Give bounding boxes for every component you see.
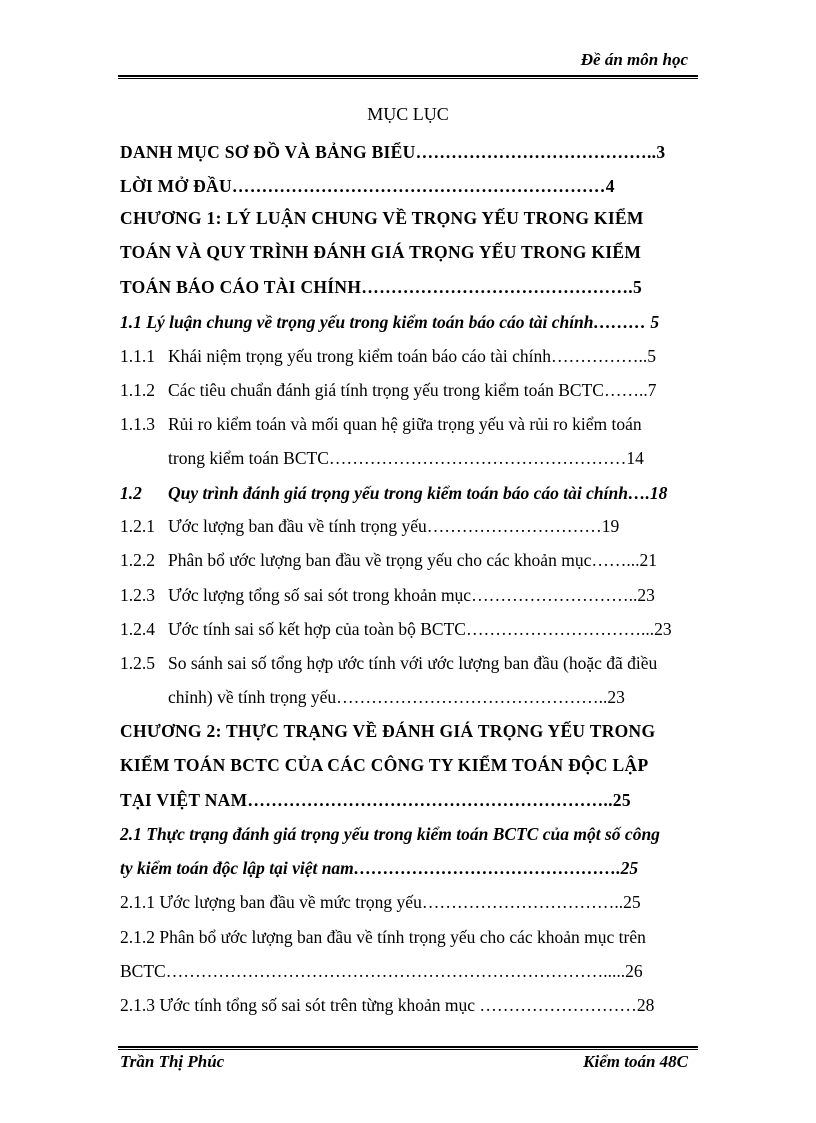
toc-entry: CHƯƠNG 2: THỰC TRẠNG VỀ ĐÁNH GIÁ TRỌNG YẾU TRONG bbox=[120, 721, 656, 741]
footer-rule bbox=[118, 1046, 698, 1050]
toc-entry-text: Các tiêu chuẩn đánh giá tính trọng yếu trong kiểm toán BCTC……..7 bbox=[168, 380, 657, 400]
toc-entry: DANH MỤC SƠ ĐỒ VÀ BẢNG BIỂU…………………………………..3 bbox=[120, 142, 666, 162]
toc-entry: TẠI VIỆT NAM……………………………………………………..25 bbox=[120, 790, 631, 810]
toc-subentry bbox=[120, 651, 696, 675]
toc-subentry bbox=[120, 583, 696, 607]
toc-subentry bbox=[120, 514, 696, 538]
toc-entry-text: Phân bổ ước lượng ban đầu về trọng yếu cho các khoản mục……...21 bbox=[168, 550, 657, 570]
toc-section-entry: 1.1 Lý luận chung về trọng yếu trong kiểm toán báo cáo tài chính……… 5 bbox=[120, 312, 660, 332]
footer-class: Kiểm toán 48C bbox=[583, 1052, 688, 1071]
toc-entry: LỜI MỞ ĐẦU………………………………………………………4 bbox=[120, 176, 615, 196]
toc-subentry bbox=[120, 344, 696, 368]
toc-entry-number: 1.1.3 bbox=[120, 414, 155, 434]
toc-entry-continuation: BCTC………………………………………………………………….....26 bbox=[120, 961, 643, 981]
toc-entry-number: 1.1.2 bbox=[120, 380, 155, 400]
toc-entry-number: 1.1.1 bbox=[120, 346, 155, 366]
toc-entry-text: So sánh sai số tổng hợp ước tính với ước lượng ban đầu (hoặc đã điều bbox=[168, 653, 658, 673]
toc-entry-number: 1.2.4 bbox=[120, 619, 155, 639]
toc-subentry: 2.1.2 Phân bổ ước lượng ban đầu về tính trọng yếu cho các khoản mục trên bbox=[120, 927, 646, 947]
toc-subentry bbox=[120, 548, 696, 572]
toc-section-entry: ty kiểm toán độc lập tại việt nam……………………………………….25 bbox=[120, 858, 639, 878]
toc-entry: KIỂM TOÁN BCTC CỦA CÁC CÔNG TY KIỂM TOÁN ĐỘC LẬP bbox=[120, 755, 649, 775]
toc-title: MỤC LỤC bbox=[367, 104, 449, 124]
footer-author: Trần Thị Phúc bbox=[120, 1052, 225, 1071]
toc-entry-text: Khái niệm trọng yếu trong kiểm toán báo cáo tài chính……………..5 bbox=[168, 346, 656, 366]
toc-entry-text: Ước tính sai số kết hợp của toàn bộ BCTC…………………………...23 bbox=[168, 619, 672, 639]
toc-entry-number: 1.2 bbox=[120, 483, 142, 503]
toc-entry-text: Rủi ro kiểm toán và mối quan hệ giữa trọng yếu và rủi ro kiểm toán bbox=[168, 414, 642, 434]
toc-entry-number: 1.2.2 bbox=[120, 550, 155, 570]
toc-entry-text: Quy trình đánh giá trọng yếu trong kiểm toán báo cáo tài chính….18 bbox=[168, 483, 668, 503]
toc-entry-number: 1.2.5 bbox=[120, 653, 155, 673]
toc-subentry: 2.1.1 Ước lượng ban đầu về mức trọng yếu……………………………..25 bbox=[120, 892, 641, 912]
toc-entry-continuation: trong kiểm toán BCTC……………………………………………14 bbox=[168, 448, 644, 468]
toc-entry: TOÁN VÀ QUY TRÌNH ĐÁNH GIÁ TRỌNG YẾU TRONG KIỂM bbox=[120, 242, 642, 262]
toc-subentry bbox=[120, 412, 696, 436]
toc-entry-text: Ước lượng ban đầu về tính trọng yếu…………………………19 bbox=[168, 516, 620, 536]
toc-section-entry: 2.1 Thực trạng đánh giá trọng yếu trong kiểm toán BCTC của một số công bbox=[120, 824, 660, 844]
page-header: Đề án môn học bbox=[580, 50, 688, 69]
toc-entry: CHƯƠNG 1: LÝ LUẬN CHUNG VỀ TRỌNG YẾU TRONG KIỂM bbox=[120, 208, 644, 228]
toc-entry-number: 1.2.3 bbox=[120, 585, 155, 605]
toc-subentry: 2.1.3 Ước tính tổng số sai sót trên từng khoản mục ………………………28 bbox=[120, 995, 655, 1015]
header-rule bbox=[118, 75, 698, 79]
toc-subentry bbox=[120, 378, 696, 402]
toc-entry-continuation: chỉnh) về tính trọng yếu………………………………………..23 bbox=[168, 687, 625, 707]
toc-entry-number: 1.2.1 bbox=[120, 516, 155, 536]
toc-entry: TOÁN BÁO CÁO TÀI CHÍNH……………………………………….5 bbox=[120, 277, 642, 297]
toc-section-entry bbox=[120, 481, 696, 505]
toc-subentry bbox=[120, 617, 696, 641]
toc-entry-text: Ước lượng tổng số sai sót trong khoản mục………………………..23 bbox=[168, 585, 655, 605]
